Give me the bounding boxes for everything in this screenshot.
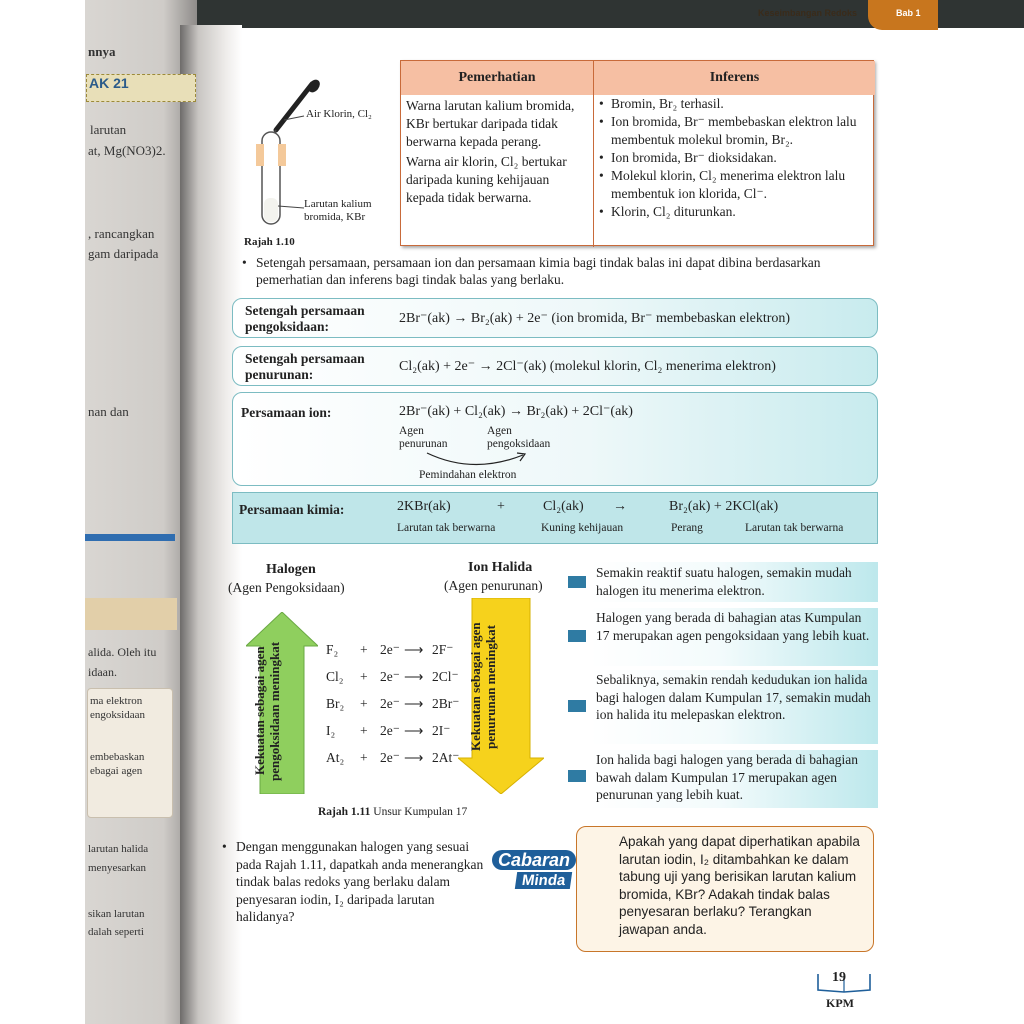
arrow: ⟶ xyxy=(404,696,424,711)
electrons: 2e⁻ xyxy=(380,750,400,765)
cabaran-text: Apakah yang dapat diperhatikan apabila larutan iodin, I₂ ditambahkan ke dalam tabung uji yang berisikan larutan kalium bromida, KBr? Adakah tindak balas penyesaran berlaku? Terangkan jawapan anda. xyxy=(619,834,860,937)
chem-term: + xyxy=(497,499,505,514)
halide-subtitle: (Agen penurunan) xyxy=(444,578,543,593)
inference-item: • Ion bromida, Br⁻ dioksidakan. xyxy=(599,149,873,167)
chem-sub-label: Kuning kehijauan xyxy=(541,522,624,534)
plus: + xyxy=(360,669,368,684)
pointer-arrow-icon xyxy=(568,770,586,782)
chapter-tab: Bab 1 xyxy=(868,0,938,30)
question-paragraph xyxy=(222,838,492,926)
note-4: Ion halida bagi halogen yang berada di bahagian bawah dalam Kumpulan 17 merupakan agen penurunan yang lebih kuat. xyxy=(590,750,878,808)
product: 2At⁻ xyxy=(432,750,460,765)
halide-title: Ion Halida xyxy=(468,560,533,575)
chem-term: Cl₂(ak) xyxy=(543,499,584,514)
observation-2: Warna air klorin, Cl₂ bertukar daripada kuning kehijauan kepada tidak berwarna. xyxy=(406,154,567,205)
ionic-equation: 2Br⁻(ak) + Cl₂(ak) → Br₂(ak) + 2Cl⁻(ak) xyxy=(399,404,633,419)
chem-sub-label: Larutan tak berwarna xyxy=(397,522,496,534)
plus: + xyxy=(360,696,368,711)
left-page-line: at, Mg(NO3)2. xyxy=(88,143,166,158)
note-3: Sebaliknya, semakin rendah kedudukan ion halida bagi halogen dalam Kumpulan 17, semakin mudah ion halida itu melepaskan elektron. xyxy=(590,670,878,744)
chem-sub-label: Perang xyxy=(671,522,703,534)
chemical-label: Persamaan kimia: xyxy=(239,502,345,517)
figure-caption-1-11 xyxy=(318,806,467,818)
reduction-equation: Cl₂(ak) + 2e⁻ → 2Cl⁻(ak) (molekul klorin, Cl₂ menerima elektron) xyxy=(399,359,776,374)
note-1: Semakin reaktif suatu halogen, semakin mudah halogen itu menerima elektron. xyxy=(590,562,878,602)
left-page-line: larutan halida xyxy=(88,843,149,855)
reactant: At₂ xyxy=(326,750,345,765)
product: 2I⁻ xyxy=(432,723,451,738)
chlorine-label: Air Klorin, Cl₂ xyxy=(306,108,372,120)
arrow: ⟶ xyxy=(404,669,424,684)
plus: + xyxy=(360,750,368,765)
reduction-label: Setengah persamaan penurunan: xyxy=(245,351,365,382)
observation-1: Warna larutan kalium bromida, KBr bertukar daripada tidak berwarna kepada perang. xyxy=(406,98,575,149)
arrow: ⟶ xyxy=(404,750,424,765)
product: 2Br⁻ xyxy=(432,696,460,711)
left-page-badge-text: AK 21 xyxy=(89,75,129,91)
left-page-line: idaan. xyxy=(88,665,117,679)
inference-item: • Molekul klorin, Cl₂ menerima elektron lalu membentuk ion klorida, Cl⁻. xyxy=(599,167,873,203)
left-page-line: larutan xyxy=(90,122,127,137)
agent-reducing-label: Agen penurunan xyxy=(399,425,448,450)
electrons: 2e⁻ xyxy=(380,696,400,711)
left-page-line: engoksidaan xyxy=(90,709,145,721)
inference-list xyxy=(599,95,873,221)
observation-table xyxy=(400,60,874,246)
reactant: I₂ xyxy=(326,723,336,738)
left-page-badge xyxy=(86,74,196,102)
arrow: ⟶ xyxy=(404,723,424,738)
yellow-arrow-text: Kekuatan sebagai agen penurunan meningkat xyxy=(468,622,498,752)
inference-header: Inferens xyxy=(593,61,875,95)
observation-header: Pemerhatian xyxy=(401,61,593,95)
left-page-note-box xyxy=(87,688,173,818)
halogen-subtitle: (Agen Pengoksidaan) xyxy=(228,580,345,595)
caption-text: Unsur Kumpulan 17 xyxy=(373,806,468,818)
pointer-arrow-icon xyxy=(568,576,586,588)
chapter-title: Keseimbangan Redoks xyxy=(758,8,858,18)
left-page-line: embebaskan xyxy=(90,751,145,763)
left-page-line: dalah seperti xyxy=(88,926,144,938)
caption-label: Rajah 1.11 xyxy=(318,806,371,818)
plus: + xyxy=(360,723,368,738)
pointer-arrow-icon xyxy=(568,700,586,712)
oxidation-label: Setengah persamaan pengoksidaan: xyxy=(245,303,365,334)
left-page-blue-rule xyxy=(85,534,175,541)
left-page-tan-band xyxy=(85,598,177,630)
inference-item: • Bromin, Br₂ terhasil. xyxy=(599,95,873,113)
electron-transfer-label: Pemindahan elektron xyxy=(419,469,517,481)
oxidation-equation: 2Br⁻(ak) → Br₂(ak) + 2e⁻ (ion bromida, Br⁻ membebaskan elektron) xyxy=(399,311,791,326)
note-2: Halogen yang berada di bahagian atas Kumpulan 17 merupakan agen pengoksidaan yang lebih kuat. xyxy=(590,608,878,666)
reactant: F₂ xyxy=(326,642,339,657)
figure-caption-1-10: Rajah 1.10 xyxy=(244,236,295,248)
electrons: 2e⁻ xyxy=(380,723,400,738)
left-page-line: sikan larutan xyxy=(88,908,145,920)
left-page-line: ma elektron xyxy=(90,695,143,707)
inference-item: • Ion bromida, Br⁻ membebaskan elektron lalu membentuk molekul bromin, Br₂. xyxy=(599,113,873,149)
left-page-line: nnya xyxy=(88,44,116,59)
intro-paragraph xyxy=(242,254,878,288)
green-arrow-text: Kekuatan sebagai agen pengoksidaan meningkat xyxy=(252,641,282,781)
product: 2Cl⁻ xyxy=(432,669,459,684)
table-divider xyxy=(593,95,594,247)
chem-term: 2KBr(ak) xyxy=(397,499,451,514)
ionic-box xyxy=(232,392,878,486)
halogen-title: Halogen xyxy=(266,562,316,577)
left-page-line: nan dan xyxy=(88,404,129,419)
kbr-label: Larutan kalium bromida, KBr xyxy=(304,198,372,223)
reduction-box xyxy=(232,346,878,386)
intro-text: Setengah persamaan, persamaan ion dan persamaan kimia bagi tindak balas ini dapat dibina berdasarkan pemerhatian dan inferens bagi tindak balas yang berlaku. xyxy=(256,255,821,287)
left-page-line: ebagai agen xyxy=(90,765,143,777)
observation-cell xyxy=(406,97,588,207)
chem-term: → xyxy=(613,499,627,514)
cabaran-minda-box xyxy=(576,826,874,952)
agent-oxidising-label: Agen pengoksidaan xyxy=(487,425,551,450)
left-page-line: alida. Oleh itu xyxy=(88,645,157,659)
question-text: Dengan menggunakan halogen yang sesuai pada Rajah 1.11, dapatkah anda menerangkan tindak balas redoks yang berlaku dalam penyesaran iodin, I₂ daripada larutan halidanya? xyxy=(236,839,484,924)
cabaran-title: Cabaran xyxy=(492,850,576,870)
pointer-arrow-icon xyxy=(568,630,586,642)
left-page-line: gam daripada xyxy=(88,246,159,261)
product: 2F⁻ xyxy=(432,642,454,657)
page-number: 19 xyxy=(832,970,846,985)
oxidation-box xyxy=(232,298,878,338)
ionic-label: Persamaan ion: xyxy=(241,405,332,420)
inference-item: • Klorin, Cl₂ diturunkan. xyxy=(599,203,873,221)
plus: + xyxy=(360,642,368,657)
chem-sub-label: Larutan tak berwarna xyxy=(745,522,844,534)
electron-transfer-arrow xyxy=(423,451,533,471)
bullet: • xyxy=(222,839,227,854)
left-page-line: , rancangkan xyxy=(88,226,155,241)
reactant: Cl₂ xyxy=(326,669,344,684)
electrons: 2e⁻ xyxy=(380,669,400,684)
chemical-equation-box xyxy=(232,492,878,544)
chem-term: Br₂(ak) + 2KCl(ak) xyxy=(669,499,779,514)
bullet: • xyxy=(242,255,247,270)
left-page-line: menyesarkan xyxy=(88,862,147,874)
publisher: KPM xyxy=(826,996,854,1010)
arrow: ⟶ xyxy=(404,642,424,657)
reactant: Br₂ xyxy=(326,696,345,711)
left-margin xyxy=(0,0,85,1024)
electrons: 2e⁻ xyxy=(380,642,400,657)
minda-title: Minda xyxy=(515,872,573,889)
